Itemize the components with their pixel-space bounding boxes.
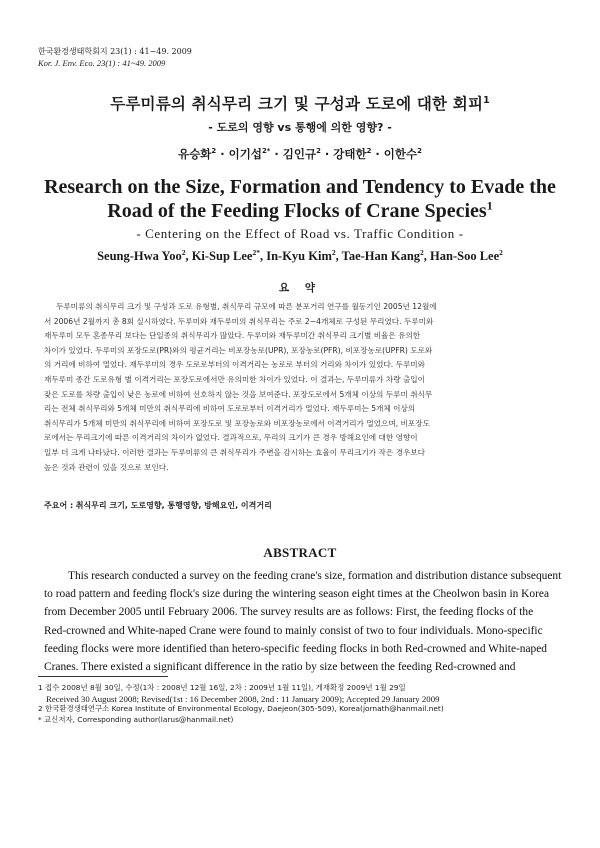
abstract-line: 리는 전체 취식무리와 5개체 미만의 취식무리에 비하여 도로로부터 이격거리가 멀었다. 재두루미는 5개체 이상의 bbox=[44, 404, 416, 414]
author-separator: · bbox=[220, 147, 229, 161]
korean-title-text: 두루미류의 취식무리 크기 및 구성과 도로에 대한 회피 bbox=[110, 95, 484, 113]
english-author: In-Kyu Kim$^2$ bbox=[266, 247, 336, 263]
abstract-line: from December 2005 until February 2006. The survey results are as follows: First, the feeding flocks of the bbox=[44, 606, 534, 619]
english-subtitle: - Centering on the Effect of Road vs. Traffic Condition - bbox=[136, 226, 464, 241]
author-separator: · bbox=[375, 147, 384, 161]
abstract-line: 차이가 있었다. 두루미의 포장도로(PR)와의 평균거리는 비포장농로(UPR), 포장농로(PFR), 비포장농로(UPFR) 도로와 bbox=[44, 345, 433, 355]
english-author-list: Seung-Hwa Yoo$^2$, Ki-Sup Lee$^{2*}$, In-Kyu Kim$^2$, Tae-Han Kang$^2$, Han-Soo Lee$^2$ bbox=[97, 247, 503, 263]
author-separator: · bbox=[274, 147, 283, 161]
korean-author-list bbox=[0, 146, 600, 162]
footnote-affiliation: 2 한국환경생태연구소 Korea Institute of Environmental Ecology, Daejeon(305-509), Korea(jornath@hanmail.net) bbox=[38, 704, 444, 714]
korean-subtitle: - 도로의 영향 vs 통행에 의한 영향? - bbox=[208, 121, 392, 134]
korean-author: 김인규$^2$ bbox=[282, 147, 321, 161]
abstract-line: Cranes. There existed a significant difference in the ratio by size between the feeding Red-crowned and bbox=[44, 661, 516, 674]
abstract-line: 일부 더 크게 나타났다. 이러한 결과는 두루미류의 큰 취식무리가 주변을 감시하는 효율이 무리크기가 작은 경우보다 bbox=[44, 447, 425, 457]
footnote-received-english: Received 30 August 2008; Revised(1st : 16 December 2008, 2nd : 11 January 2009); Accepted 29 January 2009 bbox=[46, 693, 440, 704]
korean-author: 이기섭$^{2*}$ bbox=[228, 147, 271, 161]
korean-abstract bbox=[44, 300, 556, 475]
abstract-line: Red-crowned and White-naped Crane were found to mainly consist of two to four individuals. Mono-specific bbox=[44, 624, 543, 637]
korean-title-footnote-mark: 1 bbox=[483, 94, 490, 106]
korean-author: 이한수$^2$ bbox=[383, 147, 422, 161]
english-title-text: Road of the Feeding Flocks of Crane Species bbox=[107, 200, 487, 222]
journal-citation-korean: 한국환경생태학회지 23(1) : 41~49. 2009 bbox=[38, 47, 192, 56]
abstract-line: 의 거리에 비하여 멀었다. 재두루미의 경우 도로로부터의 이격거리는 농로로 부터의 거리와 차이가 있었다. 두루미와 bbox=[44, 360, 425, 370]
abstract-line: 두루미류의 취식무리 크기 및 구성과 도로 유형별, 취식무리 규모에 따른 분포거리 연구를 월동기인 2005년 12월에 bbox=[56, 302, 437, 311]
english-author: Tae-Han Kang$^2$ bbox=[341, 247, 424, 263]
english-title-line-1: Research on the Size, Formation and Tendency to Evade the bbox=[44, 176, 556, 198]
korean-title bbox=[0, 92, 600, 114]
korean-author: 강태한$^2$ bbox=[333, 147, 372, 161]
footnote-divider bbox=[38, 676, 168, 677]
english-author: Han-Soo Lee$^2$ bbox=[430, 247, 503, 263]
author-separator: · bbox=[324, 147, 334, 161]
abstract-line: 로에서는 무리크기에 따른 이격거리의 차이가 없었다. 결과적으로, 무리의 크기가 큰 경우 방해요인에 대한 영향이 bbox=[44, 433, 418, 443]
footnotes bbox=[38, 683, 444, 725]
english-title-footnote-mark: 1 bbox=[486, 198, 493, 213]
english-author: Seung-Hwa Yoo$^2$ bbox=[97, 247, 186, 263]
abstract-line: 서 2006년 2월까지 총 8회 실시하였다. 두루미와 재두루미의 취식무리는 주로 2~4개체로 구성된 무리였다. 두루미와 bbox=[44, 316, 434, 326]
abstract-line: 재두루미 종간 도로유형 별 이격거리는 포장도로에서만 유의미한 차이가 있었다. 이 결과는, 두루미류가 차량 출입이 bbox=[44, 374, 425, 384]
abstract-line: to road pattern and feeding flock's size during the wintering season eight times at the Cheolwon basin in Korea bbox=[44, 588, 550, 601]
english-abstract bbox=[44, 567, 562, 676]
journal-citation-english: Kor. J. Env. Eco. 23(1) : 41~49. 2009 bbox=[38, 58, 166, 68]
abstract-line: This research conducted a survey on the feeding crane's size, formation and distribution distance subsequent bbox=[68, 570, 562, 582]
abstract-line: 재두루미 모두 혼종무리 보다는 단일종의 취식무리가 많았다. 두루미와 재두루미간 취식무리 크기별 비율은 유의한 bbox=[44, 331, 421, 341]
english-title-line-2 bbox=[0, 200, 600, 222]
footnote-corresponding-author: * 교신저자, Corresponding author(larus@hanmail.net) bbox=[38, 714, 234, 724]
footnote-received-korean: 1 접수 2008년 8월 30일, 수정(1차 : 2008년 12월 16일, 2차 : 2009년 1월 11일), 게재확정 2009년 1월 29일 bbox=[38, 683, 406, 692]
korean-abstract-heading: 요 약 bbox=[279, 282, 321, 294]
korean-author: 유승화$^2$ bbox=[178, 147, 217, 161]
english-author: Ki-Sup Lee$^{2*}$ bbox=[191, 247, 260, 263]
keywords-text: 취식무리 크기, 도로영향, 통행영향, 방해요인, 이격거리 bbox=[75, 501, 272, 510]
abstract-line: feeding flocks were more identified than hetero-specific feeding flocks in both Red-crowned and White-naped bbox=[44, 642, 548, 655]
keywords bbox=[44, 500, 272, 511]
abstract-line: 잦은 도로를 차량 출입이 낮은 농로에 비하여 선호하지 않는 것을 보여준다. 포장도로에서 5개체 이상의 두루미 취식무 bbox=[44, 389, 433, 399]
keywords-label: 주요어 : bbox=[44, 501, 74, 510]
abstract-line: 높은 것과 관련이 있을 것으로 보인다. bbox=[44, 462, 169, 472]
english-abstract-heading: ABSTRACT bbox=[263, 545, 337, 560]
abstract-line: 취식무리가 5개체 미만의 취식무리에 비하여 포장도로 및 포장농로와 비포장농로에서 이격거리가 멀었으며, 비포장도 bbox=[44, 418, 430, 428]
